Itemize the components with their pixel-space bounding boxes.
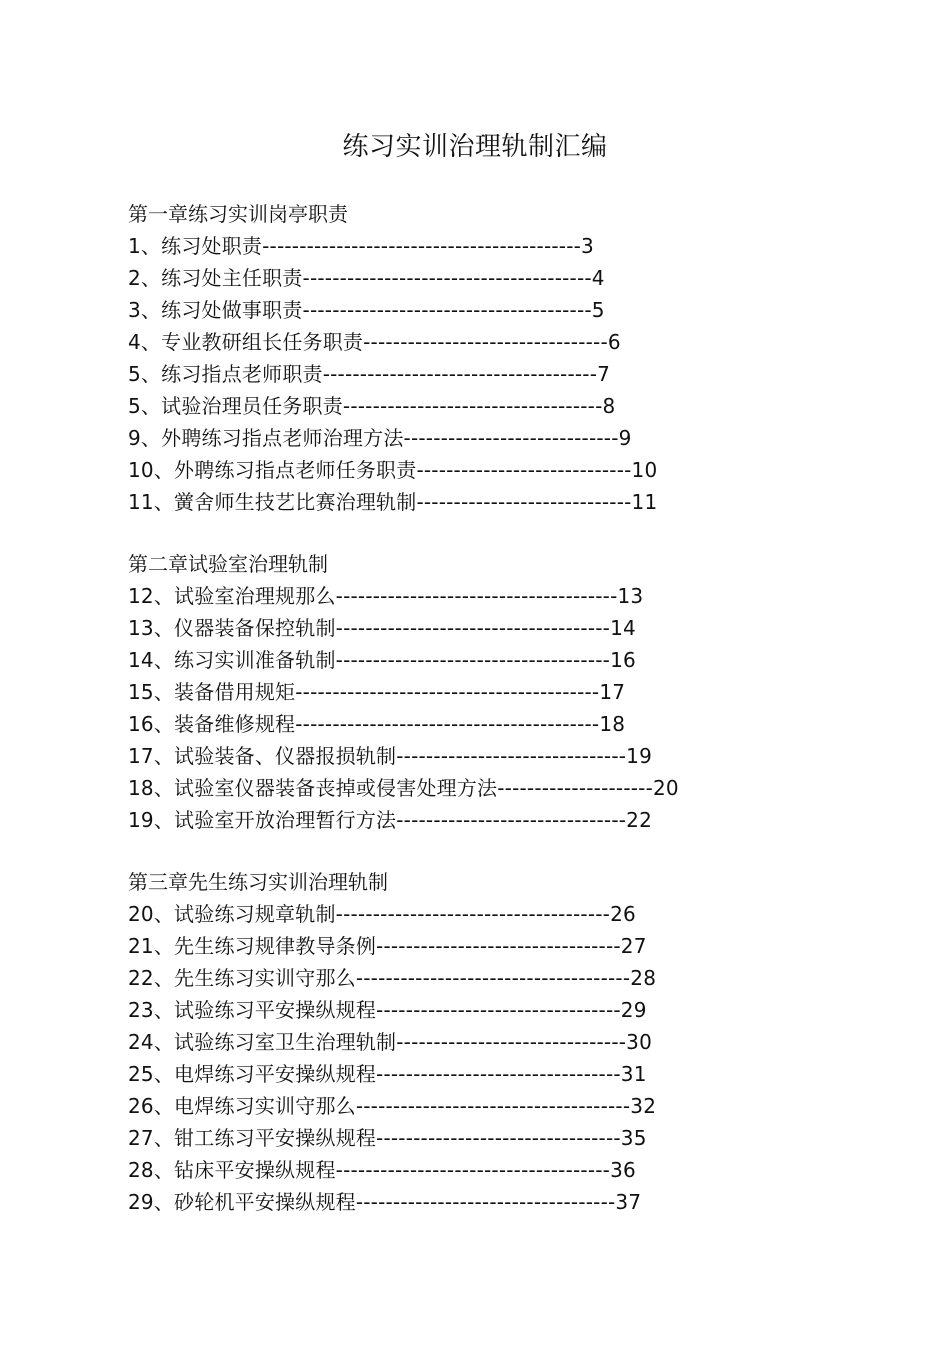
- chapter-heading: 第一章练习实训岗亭职责: [128, 202, 348, 226]
- toc-entry: 19、试验室开放治理暂行方法-------------------------------22: [128, 808, 653, 832]
- toc-entry: 23、试验练习平安操纵规程---------------------------------29: [128, 998, 647, 1022]
- toc-entry: 14、练习实训准备轨制-------------------------------------16: [128, 648, 636, 672]
- toc-entry: 16、装备维修规程-----------------------------------------18: [128, 712, 626, 736]
- toc-entry: 1、练习处职责-------------------------------------------3: [128, 234, 594, 258]
- table-of-contents: [128, 198, 828, 1248]
- toc-entry: 2、练习处主任职责---------------------------------------4: [128, 266, 605, 290]
- chapter-3: [128, 866, 828, 1218]
- toc-entry: 24、试验练习室卫生治理轨制-------------------------------30: [128, 1030, 653, 1054]
- toc-entry: 22、先生练习实训守那么-------------------------------------28: [128, 966, 657, 990]
- toc-entry: 12、试验室治理规那么--------------------------------------13: [128, 584, 644, 608]
- toc-entry: 10、外聘练习指点老师任务职责-----------------------------10: [128, 458, 658, 482]
- toc-entry: 25、电焊练习平安操纵规程---------------------------------31: [128, 1062, 647, 1086]
- toc-entry: 11、黉舍师生技艺比赛治理轨制-----------------------------11: [128, 490, 658, 514]
- toc-entry: 28、钻床平安操纵规程-------------------------------------36: [128, 1158, 636, 1182]
- toc-entry: 27、钳工练习平安操纵规程---------------------------------35: [128, 1126, 647, 1150]
- toc-entry: 26、电焊练习实训守那么-------------------------------------32: [128, 1094, 657, 1118]
- toc-entry: 15、装备借用规矩-----------------------------------------17: [128, 680, 626, 704]
- toc-entry: 18、试验室仪器装备丧掉或侵害处理方法---------------------20: [128, 776, 679, 800]
- toc-entry: 5、练习指点老师职责-------------------------------------7: [128, 362, 611, 386]
- toc-entry: 9、外聘练习指点老师治理方法-----------------------------9: [128, 426, 632, 450]
- toc-entry: 20、试验练习规章轨制-------------------------------------26: [128, 902, 636, 926]
- toc-entry: 29、砂轮机平安操纵规程-----------------------------------37: [128, 1190, 642, 1214]
- chapter-2: [128, 548, 828, 836]
- toc-entry: 4、专业教研组长任务职责---------------------------------6: [128, 330, 621, 354]
- toc-entry: 13、仪器装备保控轨制-------------------------------------14: [128, 616, 636, 640]
- chapter-1: [128, 198, 828, 518]
- toc-entry: 17、试验装备、仪器报损轨制-------------------------------19: [128, 744, 653, 768]
- toc-entry: 3、练习处做事职责---------------------------------------5: [128, 298, 605, 322]
- chapter-heading: 第三章先生练习实训治理轨制: [128, 870, 388, 894]
- document-title: 练习实训治理轨制汇编: [342, 132, 608, 162]
- toc-entry: 5、试验治理员任务职责-----------------------------------8: [128, 394, 616, 418]
- toc-entry: 21、先生练习规律教导条例---------------------------------27: [128, 934, 647, 958]
- chapter-heading: 第二章试验室治理轨制: [128, 552, 328, 576]
